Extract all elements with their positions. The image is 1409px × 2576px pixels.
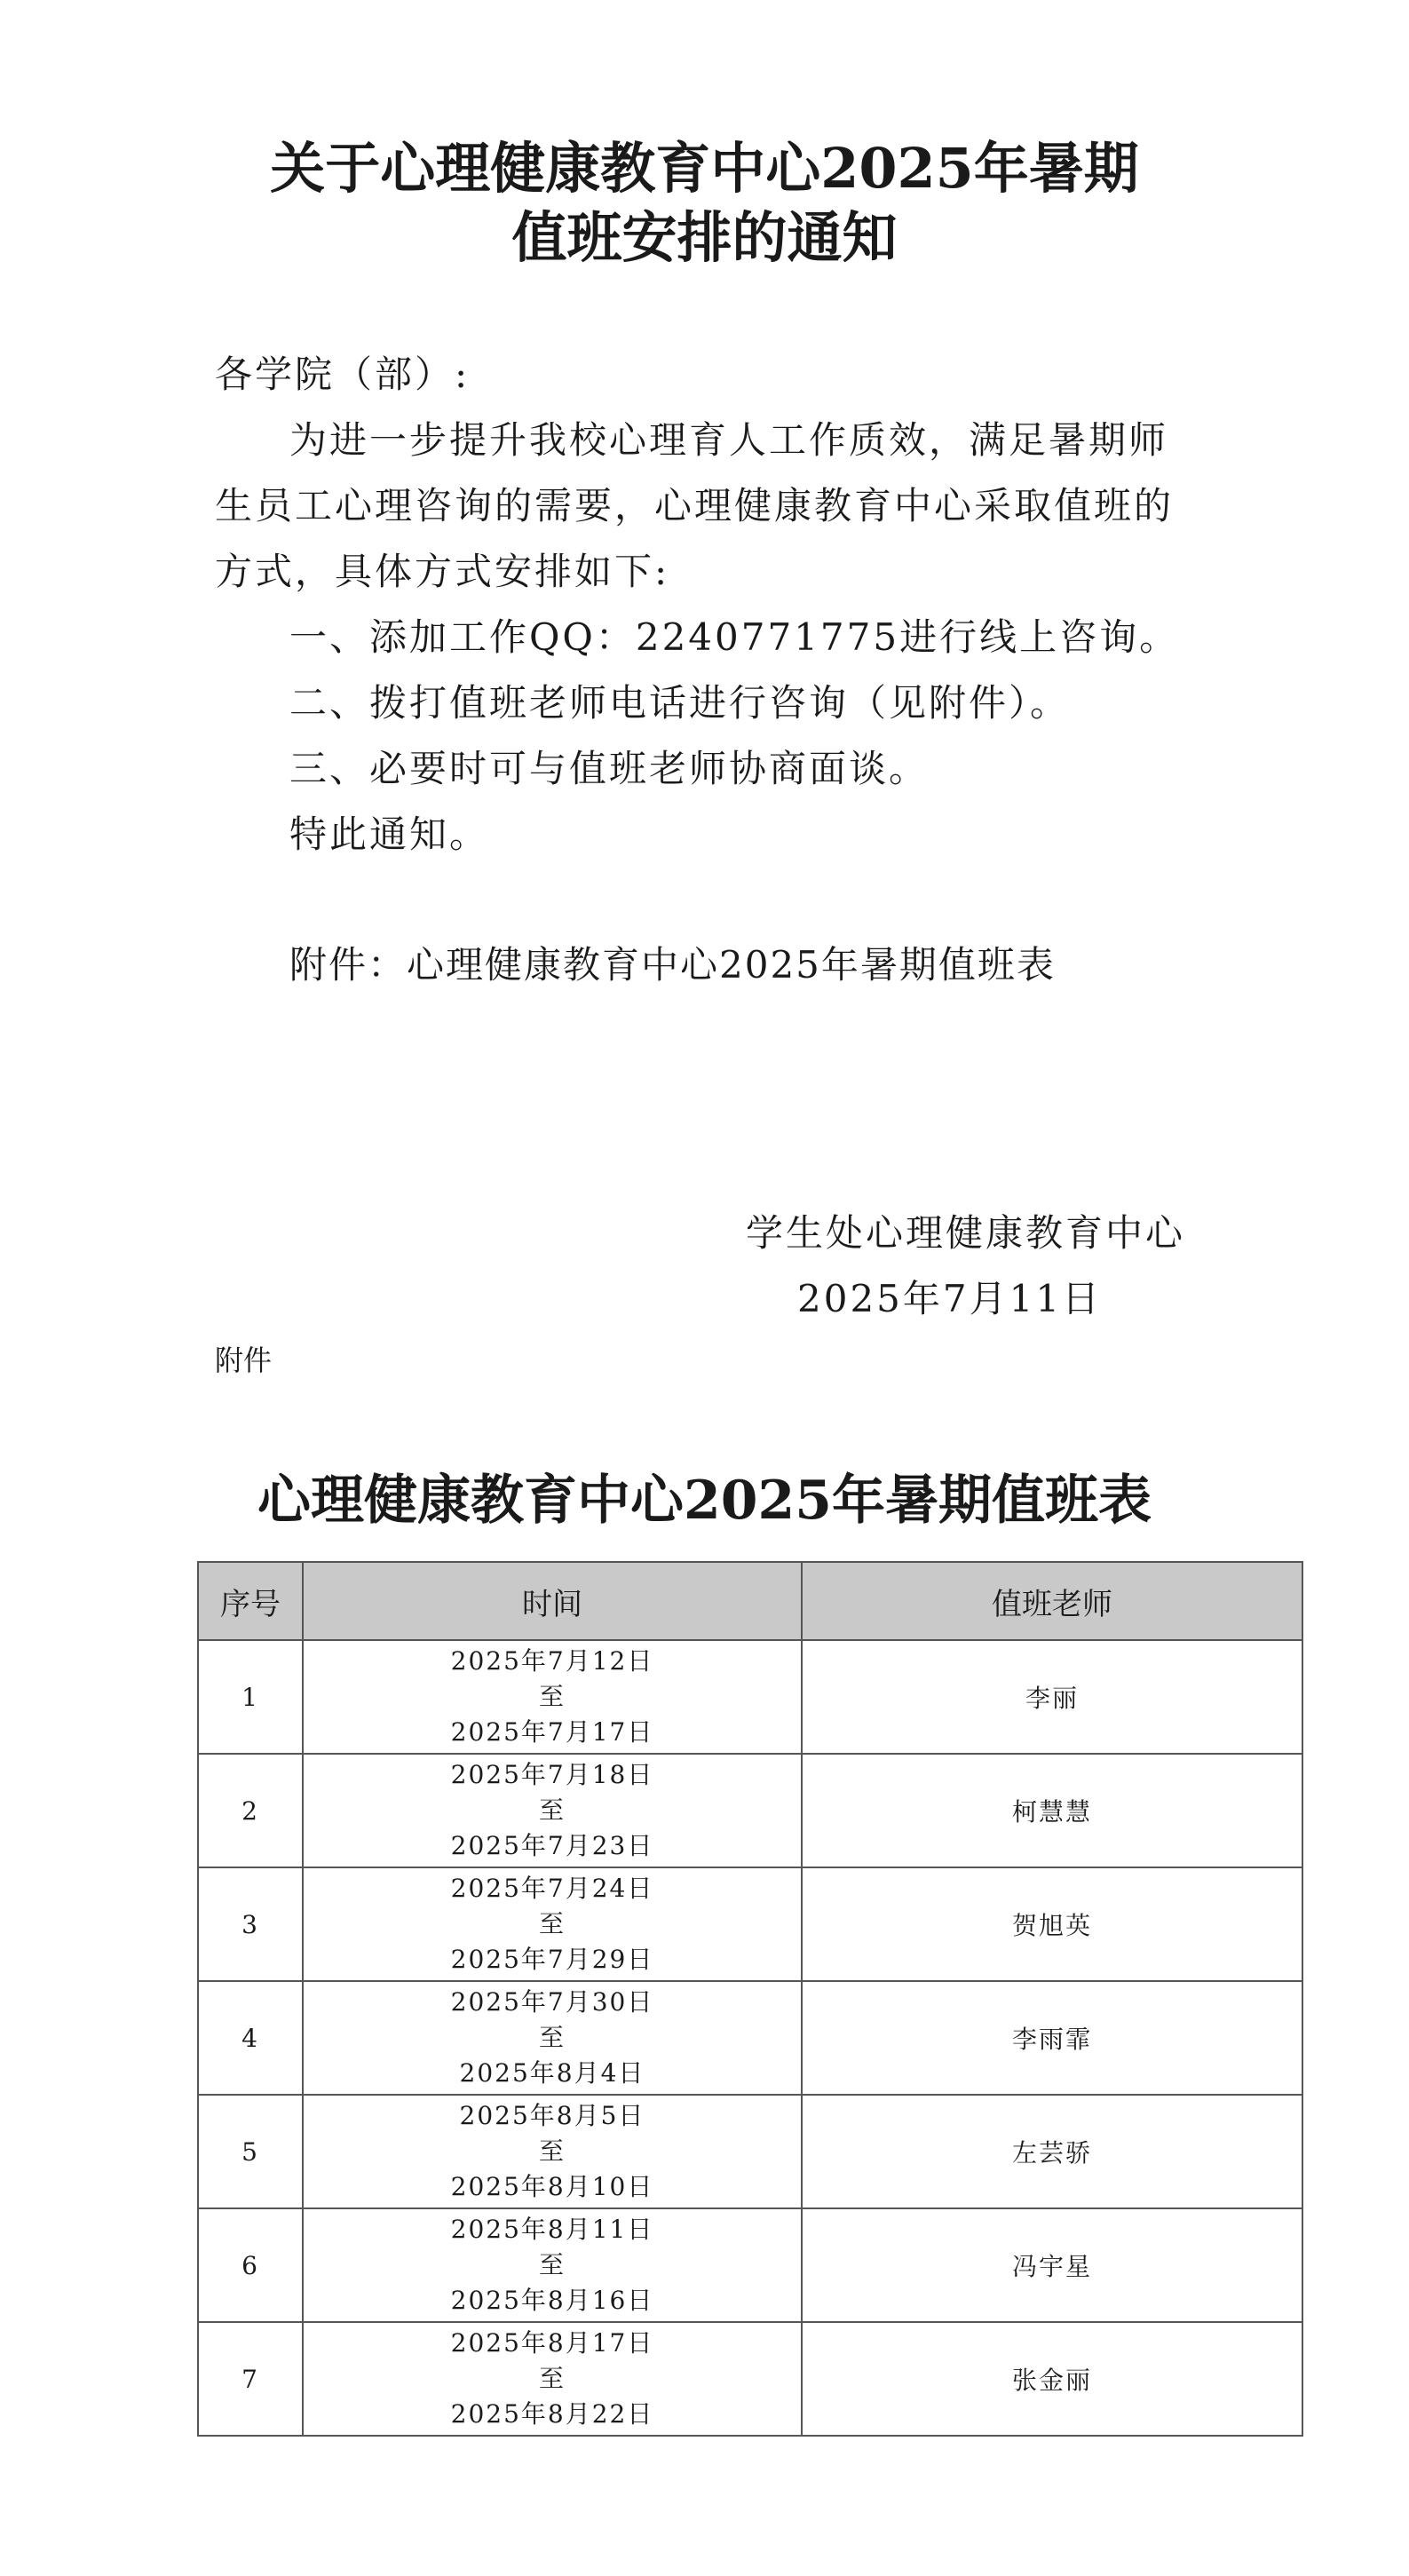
row-teacher: 柯慧慧 (802, 1754, 1302, 1867)
date-connector: 至 (538, 1682, 566, 1711)
date-connector: 至 (538, 1909, 566, 1938)
table-title: 心理健康教育中心2025年暑期值班表 (257, 1470, 1152, 1532)
row-time (303, 1754, 802, 1867)
intro-paragraph: 为进一步提升我校心理育人工作质效，满足暑期师生员工心理咨询的需要，心理健康教育中心采取值班的方式，具体方式安排如下: (215, 418, 1175, 593)
table-row (198, 2322, 1302, 2436)
start-date: 2025年8月11日 (450, 2215, 654, 2244)
end-date: 2025年8月16日 (450, 2286, 654, 2315)
row-teacher: 李丽 (802, 1640, 1302, 1754)
table-row (198, 2095, 1302, 2208)
closing-line: 特此通知。 (289, 812, 490, 856)
notice-body (215, 408, 1200, 868)
row-no: 3 (198, 1867, 303, 1981)
row-time (303, 2208, 802, 2322)
end-date: 2025年8月4日 (459, 2058, 645, 2088)
date-connector: 至 (538, 2136, 566, 2166)
table-row (198, 1754, 1302, 1867)
row-teacher: 左芸骄 (802, 2095, 1302, 2208)
row-no: 7 (198, 2322, 303, 2436)
table-row (198, 1867, 1302, 1981)
row-no: 5 (198, 2095, 303, 2208)
table-header-row (198, 1562, 1302, 1640)
notice-title-line-2: 值班安排的通知 (511, 205, 898, 270)
row-teacher: 冯宇星 (802, 2208, 1302, 2322)
header-no: 序号 (198, 1562, 303, 1640)
end-date: 2025年7月17日 (450, 1717, 654, 1747)
duty-table (197, 1561, 1303, 2437)
attachment-label: 附件 (215, 1343, 273, 1377)
end-date: 2025年8月22日 (450, 2399, 654, 2429)
date-connector: 至 (538, 2364, 566, 2393)
end-date: 2025年7月23日 (450, 1831, 654, 1860)
row-time (303, 1640, 802, 1754)
date-connector: 至 (538, 1795, 566, 1825)
attachment-reference: 附件：心理健康教育中心2025年暑期值班表 (289, 943, 1056, 987)
date-connector: 至 (538, 2023, 566, 2052)
item-1: 一、添加工作QQ：2240771775进行线上咨询。 (289, 615, 1180, 659)
header-teacher: 值班老师 (802, 1562, 1302, 1640)
row-teacher: 张金丽 (802, 2322, 1302, 2436)
table-row (198, 1981, 1302, 2095)
row-no: 1 (198, 1640, 303, 1754)
row-no: 4 (198, 1981, 303, 2095)
start-date: 2025年8月5日 (459, 2101, 645, 2130)
end-date: 2025年8月10日 (450, 2172, 654, 2201)
item-3: 三、必要时可与值班老师协商面谈。 (289, 747, 930, 790)
row-time (303, 1867, 802, 1981)
start-date: 2025年7月18日 (450, 1760, 654, 1789)
start-date: 2025年7月12日 (450, 1646, 654, 1676)
start-date: 2025年7月24日 (450, 1874, 654, 1903)
row-teacher: 李雨霏 (802, 1981, 1302, 2095)
signature-org: 学生处心理健康教育中心 (746, 1211, 1186, 1255)
signature-date: 2025年7月11日 (797, 1277, 1103, 1320)
date-connector: 至 (538, 2250, 566, 2279)
row-time (303, 1981, 802, 2095)
notice-title-line-1: 关于心理健康教育中心2025年暑期 (270, 136, 1139, 201)
row-no: 6 (198, 2208, 303, 2322)
table-row (198, 2208, 1302, 2322)
table-row (198, 1640, 1302, 1754)
row-teacher: 贺旭英 (802, 1867, 1302, 1981)
addressee: 各学院（部）: (215, 353, 471, 396)
row-time (303, 2095, 802, 2208)
row-no: 2 (198, 1754, 303, 1867)
row-time (303, 2322, 802, 2436)
start-date: 2025年8月17日 (450, 2328, 654, 2358)
item-2: 二、拨打值班老师电话进行咨询（见附件）。 (289, 681, 1071, 725)
start-date: 2025年7月30日 (450, 1987, 654, 2017)
header-time: 时间 (303, 1562, 802, 1640)
end-date: 2025年7月29日 (450, 1945, 654, 1974)
